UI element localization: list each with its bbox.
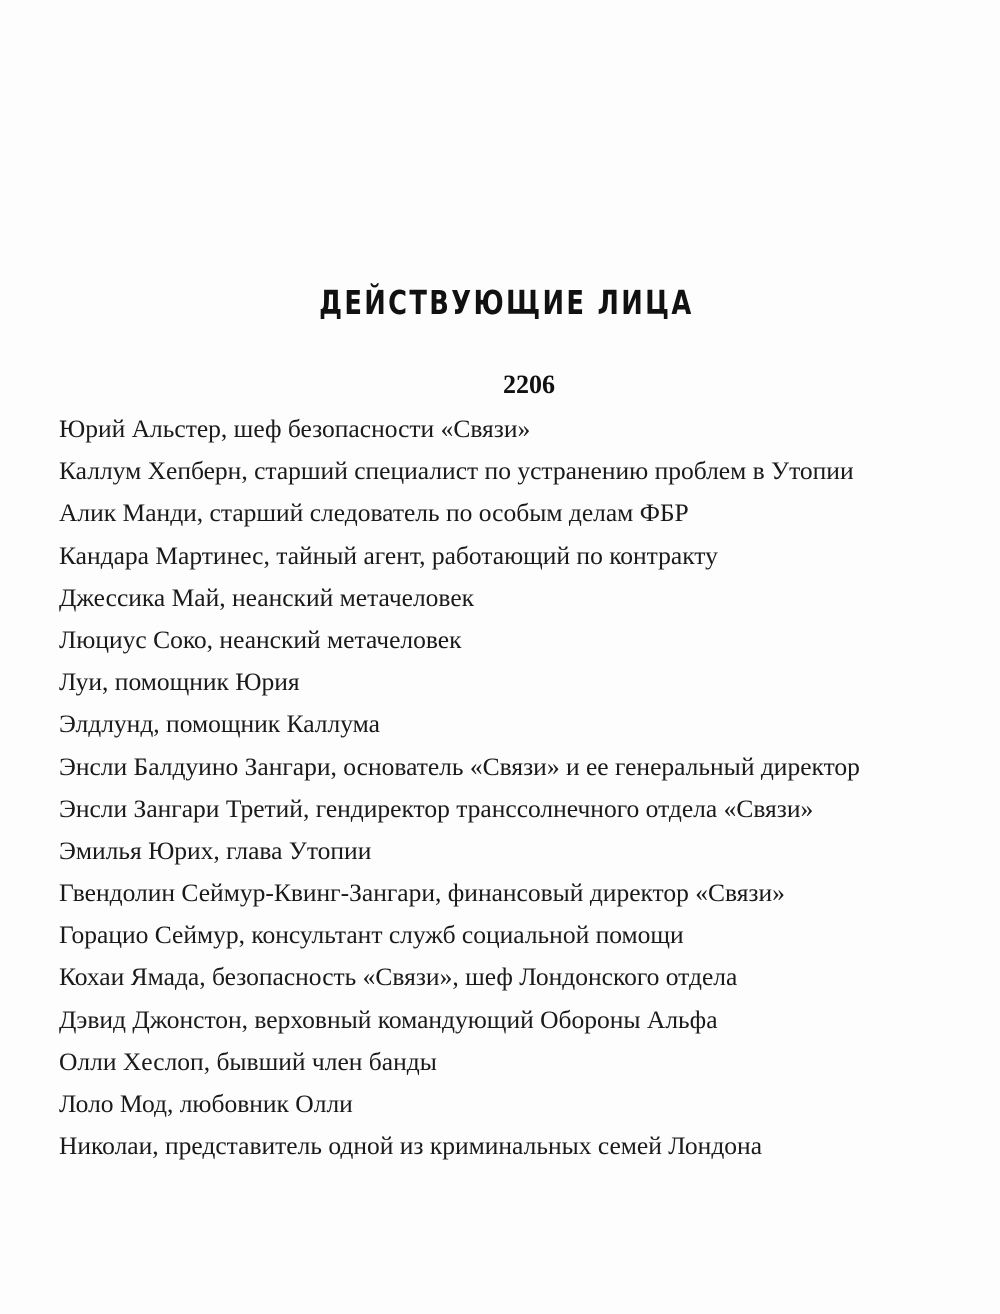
list-item: Лоло Мод, любовник Олли: [59, 1089, 353, 1118]
page-title: ДЕЙСТВУЮЩИЕ ЛИЦА: [319, 283, 694, 322]
list-item: Энсли Зангари Третий, гендиректор транссолнечного отдела «Связи»: [59, 793, 814, 823]
list-item: Николаи, представитель одной из криминальных семей Лондона: [59, 1131, 763, 1161]
list-item: Гвендолин Сеймур-Квинг-Зангари, финансовый директор «Связи»: [59, 878, 785, 908]
list-item: Алик Манди, старший следователь по особым делам ФБР: [59, 498, 689, 528]
list-item: Кандара Мартинес, тайный агент, работающий по контракту: [59, 540, 718, 570]
list-item: Каллум Хепберн, старший специалист по устранению проблем в Утопии: [59, 456, 854, 486]
section-year: 2206: [503, 370, 555, 399]
list-item: Энсли Балдуино Зангари, основатель «Связи» и ее генеральный директор: [59, 751, 860, 781]
list-item: Элдлунд, помощник Каллума: [59, 709, 380, 739]
list-item: Люциус Соко, неанский метачеловек: [59, 624, 462, 654]
character-list: [59, 412, 949, 1171]
list-item: Горацио Сеймур, консультант служб социальной помощи: [59, 920, 684, 950]
list-item: Юрий Альстер, шеф безопасности «Связи»: [59, 414, 531, 443]
list-item: Луи, помощник Юрия: [59, 667, 300, 697]
list-item: Кохаи Ямада, безопасность «Связи», шеф Лондонского отдела: [59, 962, 738, 992]
list-item: Эмилья Юрих, глава Утопии: [59, 835, 372, 865]
list-item: Олли Хеслоп, бывший член банды: [59, 1046, 437, 1076]
list-item: Джессика Май, неанский метачеловек: [59, 582, 475, 612]
list-item: Дэвид Джонстон, верховный командующий Обороны Альфа: [59, 1004, 718, 1034]
